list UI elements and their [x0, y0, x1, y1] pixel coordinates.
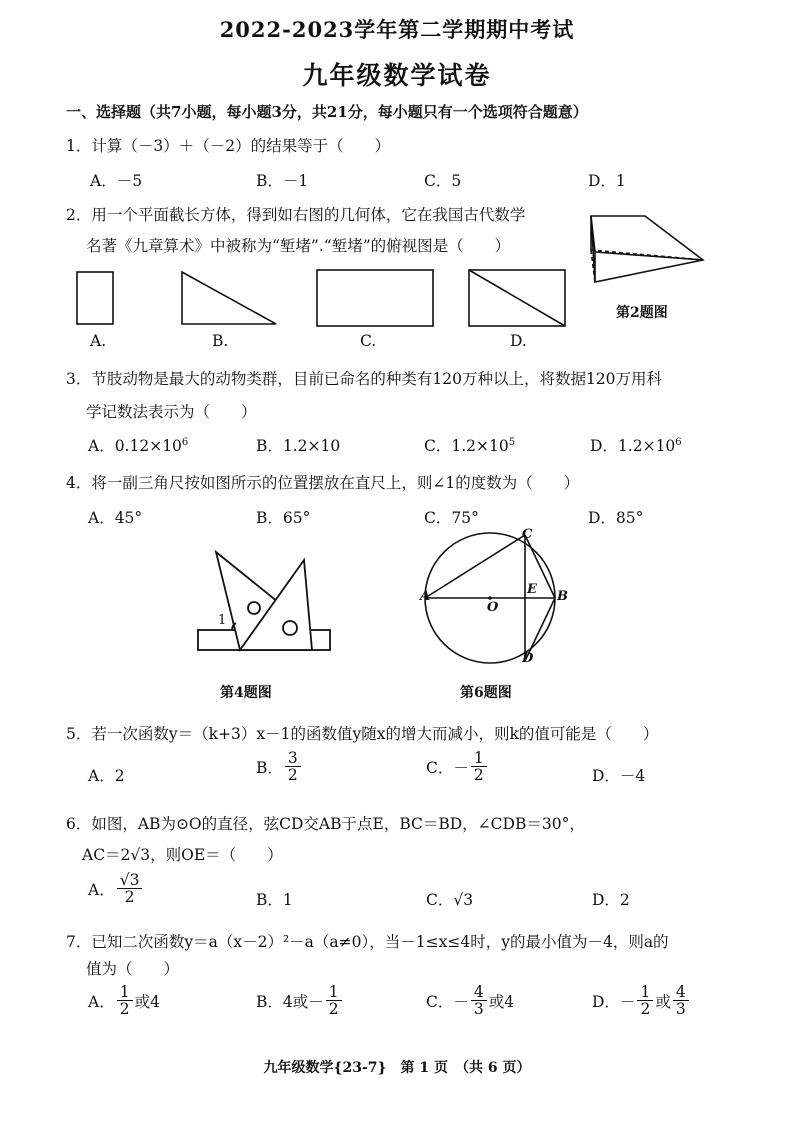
q5-option-a: A．2	[88, 767, 125, 785]
q2-option-d-shape	[468, 268, 568, 330]
q1-option-d: D．1	[588, 172, 626, 190]
q3-option-c: C．$1.2\times 10^5$	[424, 436, 516, 455]
q2-solid-face-top	[591, 216, 703, 282]
q6-option-b: B．1	[256, 891, 293, 909]
q6-option-a: A． $\frac{√3}{2}$	[88, 872, 144, 906]
q2-figure-caption: 第2题图	[616, 305, 668, 321]
q4-stem: 4．将一副三角尺按如图所示的位置摆放在直尺上，则∠1的度数为（ ）	[66, 474, 580, 492]
q4-figure	[196, 550, 336, 655]
q6-option-c: C．√3	[426, 891, 474, 909]
q4-option-d: D．85°	[588, 509, 644, 527]
q2-option-b: B.	[212, 332, 229, 350]
q7-line2: 值为（ ）	[86, 960, 180, 978]
q2-option-d: D.	[510, 332, 527, 350]
q2-option-b-shape	[180, 270, 280, 328]
chord-ac	[425, 535, 525, 598]
point-c-label: C	[522, 527, 533, 542]
q4-option-a: A．45°	[88, 509, 143, 527]
q1-option-b: B．－1	[256, 172, 309, 190]
q4-option-c: C．75°	[424, 509, 479, 527]
q1-stem: 1．计算（－3）＋（－2）的结果等于（ ）	[66, 137, 391, 155]
point-o-label: O	[487, 600, 499, 615]
section-heading: 一、选择题（共7小题，每小题3分，共21分，每小题只有一个选项符合题意）	[66, 103, 588, 121]
q7-option-b: B．4或－ $\frac{1}{2}$	[256, 984, 344, 1018]
q3-option-b: B．1.2×10	[256, 437, 341, 455]
exam-title: 2022-2023学年第二学期期中考试	[219, 17, 575, 42]
q6-line2: AC＝2√3，则OE＝（ ）	[82, 846, 283, 864]
q2-solid-figure	[585, 212, 715, 302]
q5-option-c: C．－ $\frac{1}{2}$	[426, 750, 489, 784]
q6-figure	[420, 528, 580, 678]
q2-option-a-shape	[76, 270, 116, 328]
q6-option-d: D．2	[592, 891, 630, 909]
q2-option-a: A.	[90, 332, 107, 350]
q3-option-d: D．$1.2\times 10^6$	[590, 436, 682, 455]
q3-line2: 学记数法表示为（ ）	[86, 403, 257, 421]
q1-option-c: C．5	[424, 172, 462, 190]
page-footer: 九年级数学{23-7} 第 1 页 （共 6 页）	[263, 1060, 531, 1076]
point-d-label: D	[522, 651, 534, 666]
q4-figure-caption: 第4题图	[220, 685, 272, 701]
q2-option-c-shape	[316, 268, 436, 330]
q2-solid-edge-front-2	[595, 252, 703, 260]
q4-option-b: B．65°	[256, 509, 311, 527]
q5-stem: 5．若一次函数y＝（k+3）x－1的函数值y随x的增大而减小，则k的值可能是（ ）	[66, 725, 659, 743]
q6-figure-caption: 第6题图	[460, 685, 512, 701]
q7-option-c: C．－ $\frac{4}{3}$ 或4	[426, 983, 515, 1019]
q7-option-a: A． $\frac{1}{2}$ 或4	[88, 983, 160, 1019]
q2-option-c: C.	[360, 332, 377, 350]
q2-line2: 名著《九章算术》中被称为“堑堵”.“堑堵”的俯视图是（ ）	[86, 237, 511, 255]
q2-line1: 2．用一个平面截长方体，得到如右图的几何体，它在我国古代数学	[66, 206, 526, 224]
q3-option-a: A．$0.12\times 10^6$	[88, 436, 189, 455]
q1-option-a: A．－5	[90, 172, 143, 190]
point-e-label: E	[527, 582, 537, 597]
q5-option-d: D．－4	[592, 767, 646, 785]
point-b-label: B	[557, 589, 568, 604]
q7-option-d: D．－ $\frac{1}{2}$ 或 $\frac{4}{3}$	[592, 984, 691, 1018]
q4-angle-label: 1	[218, 613, 227, 628]
paper-title: 九年级数学试卷	[302, 61, 492, 90]
q6-line1: 6．如图，AB为⊙O的直径，弦CD交AB于点E，BC＝BD，∠CDB＝30°，	[66, 815, 585, 833]
q7-line1: 7．已知二次函数y＝a（x－2）²－a（a≠0），当－1≤x≤4时，y的最小值为－4，则a的	[66, 933, 669, 951]
q3-line1: 3．节肢动物是最大的动物类群，目前已命名的种类有120万种以上，将数据120万用科	[66, 370, 663, 388]
q5-option-b: B． $\frac{3}{2}$	[256, 750, 303, 784]
point-a-label: A	[420, 589, 431, 604]
